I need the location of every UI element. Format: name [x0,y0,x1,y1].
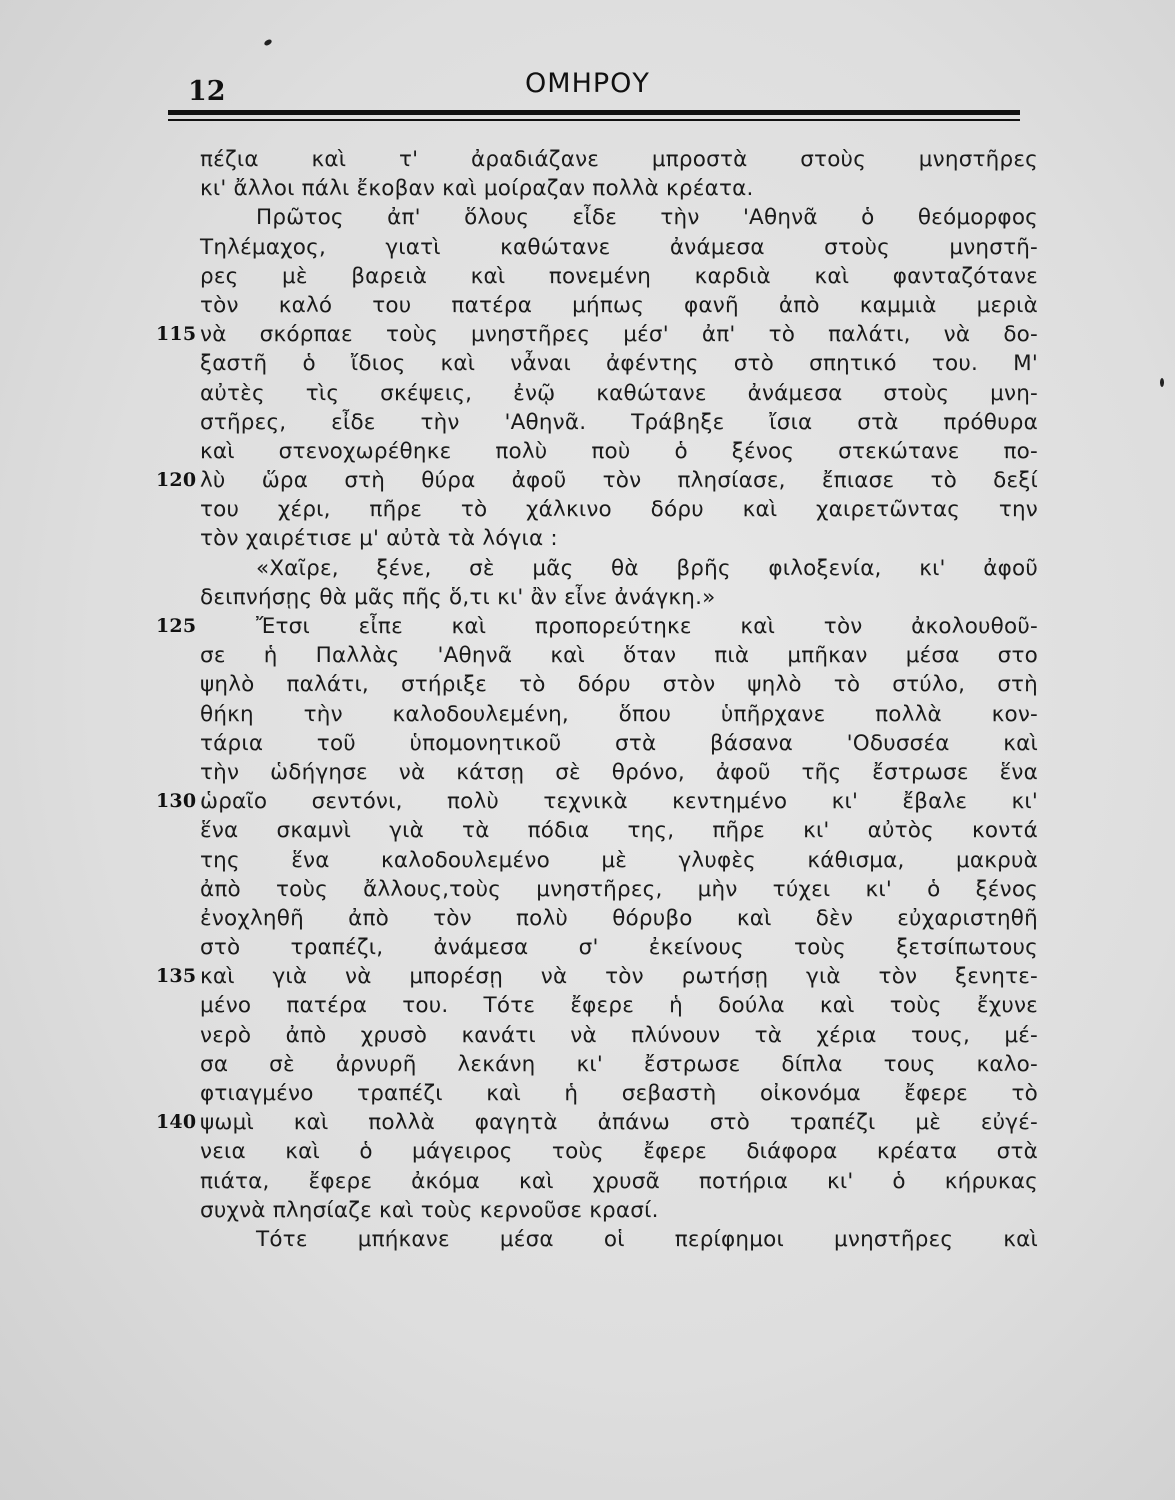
text-line [200,816,1038,845]
text-line [200,904,1038,933]
text-line [200,1225,1038,1254]
text-line [156,787,1038,816]
text-line [200,349,1038,378]
header-rule-thin [168,119,1020,121]
line-text: σα σὲ ἀρνυρῆ λεκάνη κι' ἔστρωσε δίπλα τους καλο- [200,1051,1038,1077]
text-line [200,758,1038,787]
line-text: φτιαγμένο τραπέζι καὶ ἡ σεβαστὴ οἰκονόμα ἔφερε τὸ [200,1081,1038,1106]
line-text: Τότε μπήκανε μέσα οἱ περίφημοι μνηστῆρες καὶ [256,1226,1038,1252]
margin-line-number: 135 [156,965,197,988]
text-line [156,612,1038,641]
text-column [156,145,1038,1254]
line-text: μένο πατέρα του. Τότε ἔφερε ἡ δούλα καὶ τοὺς ἔχυνε [200,993,1038,1019]
text-line [200,1137,1038,1166]
text-line [200,583,1038,612]
margin-line-number: 120 [156,469,197,492]
line-text: πιάτα, ἔφερε ἀκόμα καὶ χρυσᾶ ποτήρια κι' ὁ κήρυκας [200,1168,1038,1194]
text-line [200,846,1038,875]
text-line [200,729,1038,758]
text-line [200,670,1038,699]
text-line [156,1108,1038,1137]
text-line [200,991,1038,1020]
line-text: Τηλέμαχος, γιατὶ καθώτανε ἀνάμεσα στοὺς μνηστῆ- [200,234,1038,260]
text-line [200,1021,1038,1050]
line-text: νὰ σκόρπαε τοὺς μνηστῆρες μέσ' ἀπ' τὸ παλάτι, νὰ δο- [200,322,1038,348]
ink-speck [263,38,272,46]
line-text: καὶ στενοχωρέθηκε πολὺ ποὺ ὁ ξένος στεκώτανε πο- [200,438,1038,464]
line-text: του χέρι, πῆρε τὸ χάλκινο δόρυ καὶ χαιρετῶντας την [200,497,1038,523]
text-line [200,1196,1038,1225]
text-line [200,379,1038,408]
line-text: ψηλὸ παλάτι, στήριξε τὸ δόρυ στὸν ψηλὸ τὸ στύλο, στὴ [200,672,1038,698]
text-line [200,495,1038,524]
text-line [200,262,1038,291]
line-text: τάρια τοῦ ὑπομονητικοῦ στὰ βάσανα 'Οδυσσέα καὶ [200,730,1038,756]
line-text: καὶ γιὰ νὰ μπορέσῃ νὰ τὸν ρωτήσῃ γιὰ τὸν ξενητε- [200,964,1038,990]
line-text: ἀπὸ τοὺς ἄλλους,τοὺς μνηστῆρες, μὴν τύχει κι' ὁ ξένος [200,876,1038,902]
line-text: ψωμὶ καὶ πολλὰ φαγητὰ ἀπάνω στὸ τραπέζι μὲ εὐγέ- [200,1110,1038,1136]
margin-line-number: 140 [156,1111,197,1134]
line-text: θήκη τὴν καλοδουλεμένη, ὅπου ὑπῆρχανε πολλὰ κον- [200,701,1038,727]
line-text: «Χαῖρε, ξένε, σὲ μᾶς θὰ βρῆς φιλοξενία, κι' ἀφοῦ [256,555,1038,581]
ink-speck [1160,378,1164,387]
line-text: της ἕνα καλοδουλεμένο μὲ γλυφὲς κάθισμα, μακρυὰ [200,847,1038,873]
line-text: τὸν καλό του πατέρα μήπως φανῆ ἀπὸ καμμιὰ μεριὰ [200,292,1038,318]
text-line [200,145,1038,174]
page-number: 12 [188,76,226,107]
line-text: Πρῶτος ἀπ' ὅλους εἶδε τὴν 'Αθηνᾶ ὁ θεόμορφος [256,205,1038,231]
text-line [200,875,1038,904]
text-line [200,437,1038,466]
line-text: νεια καὶ ὁ μάγειρος τοὺς ἔφερε διάφορα κρέατα στὰ [200,1139,1038,1165]
text-line [200,641,1038,670]
text-line [200,524,1038,553]
line-text: λὺ ὥρα στὴ θύρα ἀφοῦ τὸν πλησίασε, ἔπιασε τὸ δεξί [200,468,1038,494]
line-text: αὐτὲς τὶς σκέψεις, ἐνῷ καθώτανε ἀνάμεσα στοὺς μνη- [200,380,1038,406]
text-line [200,554,1038,583]
text-line [200,233,1038,262]
line-text: ἕνα σκαμνὶ γιὰ τὰ πόδια της, πῆρε κι' αὐτὸς κοντά [200,818,1038,844]
text-line [156,962,1038,991]
line-text: συχνὰ πλησίαζε καὶ τοὺς κερνοῦσε κρασί. [200,1197,659,1223]
line-text: στῆρες, εἶδε τὴν 'Αθηνᾶ. Τράβηξε ἴσια στὰ πρόθυρα [200,409,1038,435]
text-line [200,408,1038,437]
line-text: νερὸ ἀπὸ χρυσὸ κανάτι νὰ πλύνουν τὰ χέρια τους, μέ- [200,1022,1038,1048]
line-text: ρες μὲ βαρειὰ καὶ πονεμένη καρδιὰ καὶ φανταζότανε [200,263,1038,289]
line-text: τὴν ὡδήγησε νὰ κάτσῃ σὲ θρόνο, ἀφοῦ τῆς ἔστρωσε ἕνα [200,759,1038,785]
margin-line-number: 125 [156,615,197,637]
line-text: κι' ἄλλοι πάλι ἔκοβαν καὶ μοίραζαν πολλὰ κρέατα. [200,176,754,202]
line-text: στὸ τραπέζι, ἀνάμεσα σ' ἐκείνους τοὺς ξετσίπωτους [200,935,1038,961]
margin-line-number: 130 [156,790,197,813]
running-head-title: ΟΜΗΡΟΥ [525,68,650,99]
line-text: πέζια καὶ τ' ἀραδιάζανε μπροστὰ στοὺς μνηστῆρες [200,147,1038,172]
header-rule [168,110,1020,115]
text-line [200,203,1038,232]
text-line [156,320,1038,349]
text-line [200,174,1038,203]
text-line [200,291,1038,320]
text-line [200,700,1038,729]
line-text: Ἔτσι εἶπε καὶ προπορεύτηκε καὶ τὸν ἀκολουθοῦ- [256,614,1038,639]
line-text: δειπνήσῃς θὰ μᾶς πῆς ὅ,τι κι' ἂν εἶνε ἀνάγκη.» [200,584,716,610]
line-text: σε ἡ Παλλὰς 'Αθηνᾶ καὶ ὅταν πιὰ μπῆκαν μέσα στο [200,643,1038,669]
text-line [156,466,1038,495]
text-line [200,1167,1038,1196]
line-text: ὡραῖο σεντόνι, πολὺ τεχνικὰ κεντημένο κι' ἔβαλε κι' [200,789,1038,815]
line-text: ξαστῆ ὁ ἴδιος καὶ νἆναι ἀφέντης στὸ σπητικό του. Μ' [200,351,1038,377]
line-text: ἐνοχληθῆ ἀπὸ τὸν πολὺ θόρυβο καὶ δὲν εὐχαριστηθῆ [200,905,1038,931]
text-line [200,1050,1038,1079]
line-text: τὸν χαιρέτισε μ' αὐτὰ τὰ λόγια : [200,526,558,552]
text-line [200,1079,1038,1108]
text-line [200,933,1038,962]
margin-line-number: 115 [156,323,197,346]
